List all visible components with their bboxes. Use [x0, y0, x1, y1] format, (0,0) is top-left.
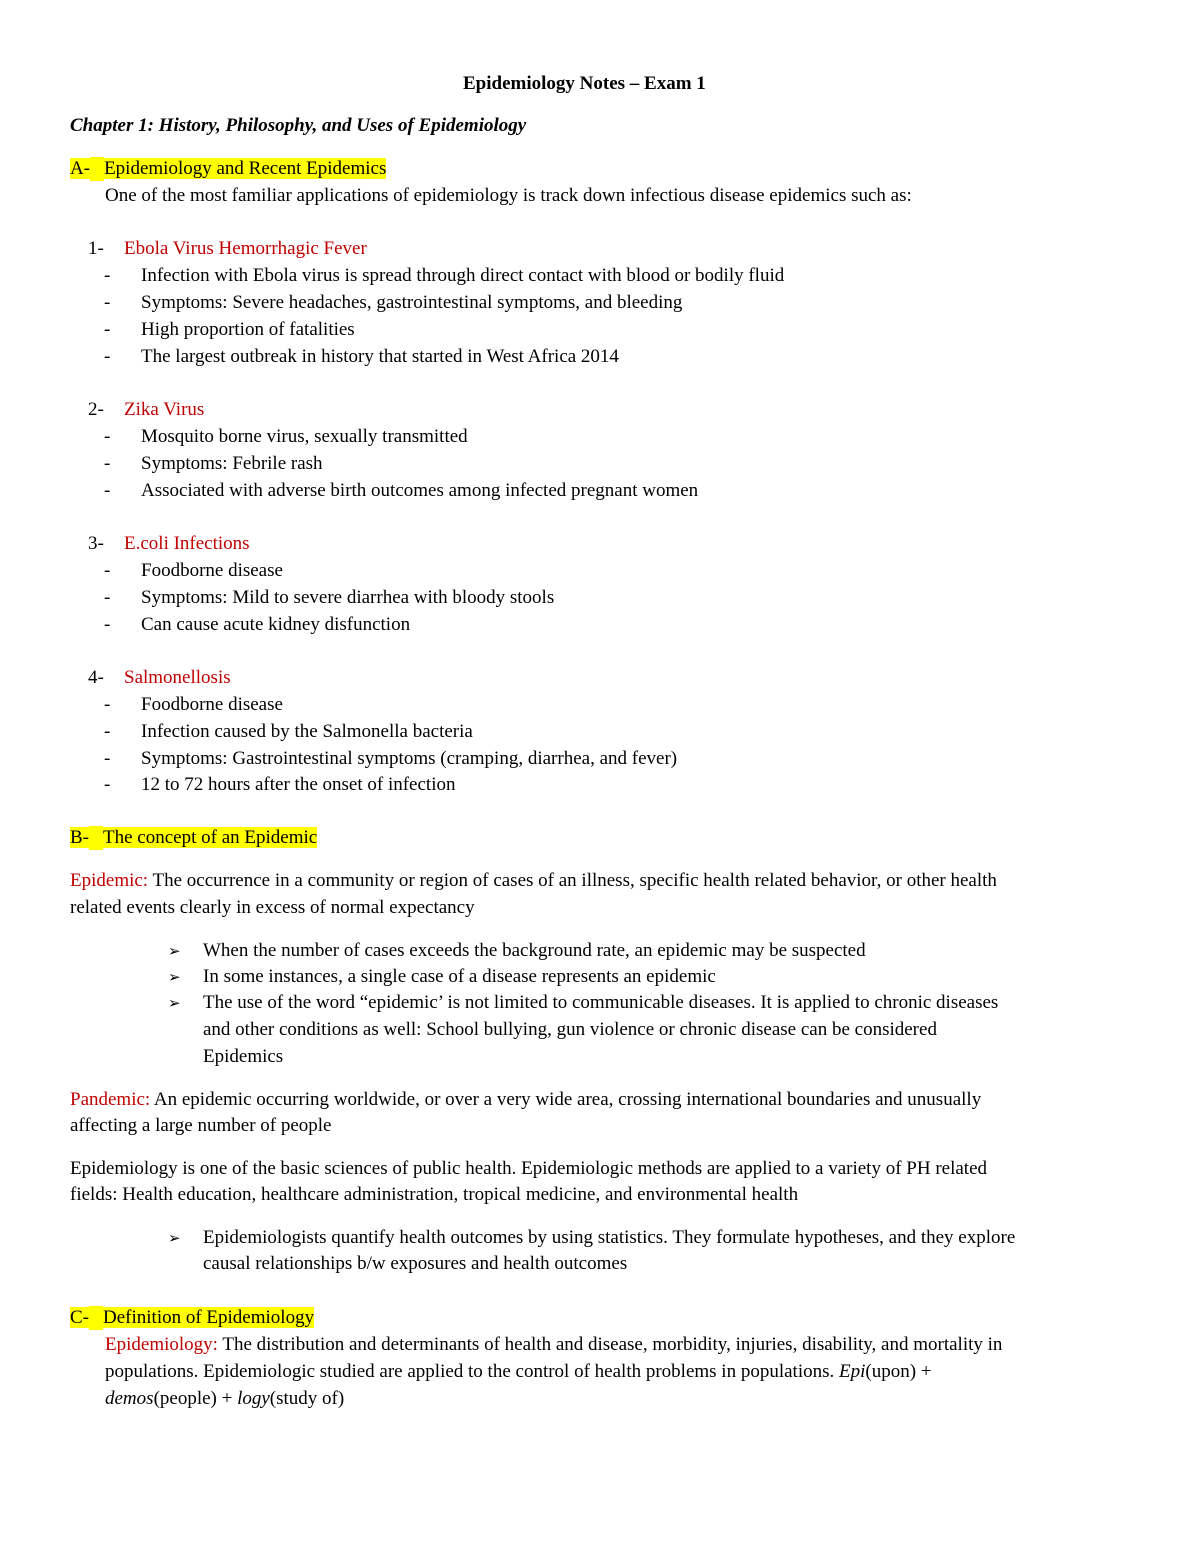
section-c-title: Definition of Epidemiology — [103, 1307, 315, 1328]
dash-icon: - — [104, 453, 111, 474]
section-a-heading — [70, 157, 386, 181]
basic-science-paragraph-line-1: Epidemiology is one of the basic sciences of public health. Epidemiologic methods are applied to a variety of PH related — [70, 1158, 988, 1179]
chapter-heading: Chapter 1: History, Philosophy, and Uses of Epidemiology — [70, 115, 527, 136]
section-b-title: The concept of an Epidemic — [103, 827, 318, 848]
definition-text: (upon) + — [865, 1361, 932, 1382]
dash-icon: - — [104, 426, 111, 447]
bullet-text: Mosquito borne virus, sexually transmitted — [141, 426, 468, 447]
disease-name: Ebola Virus Hemorrhagic Fever — [124, 238, 367, 259]
pandemic-term: Pandemic: — [70, 1089, 151, 1110]
epidemic-definition-line-1 — [70, 869, 997, 893]
section-a-title: Epidemiology and Recent Epidemics — [104, 158, 387, 179]
bullet-text: High proportion of fatalities — [141, 319, 355, 340]
arrow-bullet-text: The use of the word “epidemic’ is not limited to communicable diseases. It is applied to chronic diseases — [203, 992, 999, 1013]
bullet-text: Symptoms: Mild to severe diarrhea with bloody stools — [141, 587, 555, 608]
list-item-number: 3- — [88, 533, 104, 554]
list-item-number: 1- — [88, 238, 104, 259]
dash-icon: - — [104, 774, 111, 795]
section-a-gap — [90, 157, 104, 181]
arrow-bullet-item — [168, 1226, 1016, 1250]
list-item-number: 4- — [88, 667, 104, 688]
definition-text: (study of) — [269, 1388, 345, 1409]
section-c-heading — [70, 1306, 314, 1330]
disease-name: Salmonellosis — [124, 667, 231, 688]
epidemiology-definition-line-1 — [105, 1333, 1002, 1357]
arrow-bullet-continuation: and other conditions as well: School bullying, gun violence or chronic disease can be considered — [203, 1019, 937, 1040]
epidemic-definition-line-2: related events clearly in excess of normal expectancy — [70, 897, 475, 918]
bullet-text: Foodborne disease — [141, 560, 283, 581]
pandemic-definition-text: An epidemic occurring worldwide, or over a very wide area, crossing international boundaries and unusually — [150, 1089, 982, 1110]
epidemiology-definition-text: The distribution and determinants of health and disease, morbidity, injuries, disability, and mortality in — [217, 1334, 1003, 1355]
epidemic-term: Epidemic: — [70, 870, 149, 891]
bullet-item — [104, 318, 355, 342]
section-c-letter: C- — [70, 1307, 89, 1328]
bullet-text: Foodborne disease — [141, 694, 283, 715]
arrow-bullet-icon: ➢ — [168, 942, 181, 960]
section-a-letter: A- — [70, 158, 91, 179]
list-item-heading — [88, 666, 231, 690]
bullet-text: The largest outbreak in history that started in West Africa 2014 — [141, 346, 619, 367]
section-a-intro: One of the most familiar applications of epidemiology is track down infectious disease epidemics such as: — [105, 185, 912, 206]
dash-icon: - — [104, 748, 111, 769]
arrow-bullet-text: Epidemiologists quantify health outcomes by using statistics. They formulate hypotheses, and they explore — [203, 1227, 1016, 1248]
bullet-item — [104, 452, 323, 476]
dash-icon: - — [104, 721, 111, 742]
dash-icon: - — [104, 694, 111, 715]
demos-root: demos — [105, 1388, 154, 1409]
arrow-bullet-item — [168, 939, 866, 963]
dash-icon: - — [104, 346, 111, 367]
bullet-item — [104, 613, 411, 637]
bullet-item — [104, 586, 555, 610]
disease-name: Zika Virus — [124, 399, 205, 420]
disease-name: E.coli Infections — [124, 533, 250, 554]
dash-icon: - — [104, 560, 111, 581]
pandemic-definition-line-2: affecting a large number of people — [70, 1115, 332, 1136]
bullet-item — [104, 291, 683, 315]
bullet-item — [104, 720, 473, 744]
bullet-text: Infection caused by the Salmonella bacteria — [141, 721, 473, 742]
dash-icon: - — [104, 292, 111, 313]
list-item-number: 2- — [88, 399, 104, 420]
epidemiology-term: Epidemiology: — [105, 1334, 218, 1355]
dash-icon: - — [104, 480, 111, 501]
bullet-text: Symptoms: Severe headaches, gastrointestinal symptoms, and bleeding — [141, 292, 683, 313]
epidemic-definition-text: The occurrence in a community or region of cases of an illness, specific health related behavior, or other health — [148, 870, 997, 891]
arrow-bullet-item — [168, 991, 999, 1015]
definition-text: (people) + — [153, 1388, 238, 1409]
arrow-bullet-icon: ➢ — [168, 1229, 181, 1247]
list-item-heading — [88, 398, 204, 422]
logy-root: logy — [237, 1388, 270, 1409]
arrow-bullet-item — [168, 965, 716, 989]
section-b-letter: B- — [70, 827, 89, 848]
bullet-item — [104, 479, 699, 503]
bullet-text: Symptoms: Febrile rash — [141, 453, 323, 474]
section-b-gap — [89, 826, 103, 850]
bullet-text: Associated with adverse birth outcomes among infected pregnant women — [141, 480, 699, 501]
arrow-bullet-icon: ➢ — [168, 994, 181, 1012]
bullet-text: Can cause acute kidney disfunction — [141, 614, 411, 635]
arrow-bullet-continuation: causal relationships b/w exposures and health outcomes — [203, 1253, 628, 1274]
bullet-item — [104, 345, 619, 369]
dash-icon: - — [104, 614, 111, 635]
basic-science-paragraph-line-2: fields: Health education, healthcare administration, tropical medicine, and environmental health — [70, 1184, 799, 1205]
arrow-bullet-text: In some instances, a single case of a disease represents an epidemic — [203, 966, 716, 987]
bullet-item — [104, 693, 283, 717]
list-item-heading — [88, 237, 367, 261]
list-item-heading — [88, 532, 250, 556]
epidemiology-definition-line-2 — [105, 1360, 932, 1384]
document-title: Epidemiology Notes – Exam 1 — [463, 73, 706, 94]
bullet-item — [104, 559, 283, 583]
arrow-bullet-text: When the number of cases exceeds the background rate, an epidemic may be suspected — [203, 940, 866, 961]
bullet-text: Infection with Ebola virus is spread through direct contact with blood or bodily fluid — [141, 265, 785, 286]
dash-icon: - — [104, 319, 111, 340]
section-b-heading — [70, 826, 317, 850]
arrow-bullet-icon: ➢ — [168, 968, 181, 986]
epidemiology-definition-line-3 — [105, 1387, 344, 1411]
dash-icon: - — [104, 265, 111, 286]
bullet-text: 12 to 72 hours after the onset of infection — [141, 774, 456, 795]
pandemic-definition-line-1 — [70, 1088, 981, 1112]
bullet-text: Symptoms: Gastrointestinal symptoms (cramping, diarrhea, and fever) — [141, 748, 678, 769]
bullet-item — [104, 264, 785, 288]
dash-icon: - — [104, 587, 111, 608]
bullet-item — [104, 773, 456, 797]
epi-root: Epi — [839, 1361, 866, 1382]
bullet-item — [104, 425, 468, 449]
arrow-bullet-continuation: Epidemics — [203, 1046, 284, 1067]
definition-text: populations. Epidemiologic studied are applied to the control of health problems in populations. — [105, 1361, 839, 1382]
bullet-item — [104, 747, 678, 771]
section-c-gap — [89, 1306, 103, 1330]
